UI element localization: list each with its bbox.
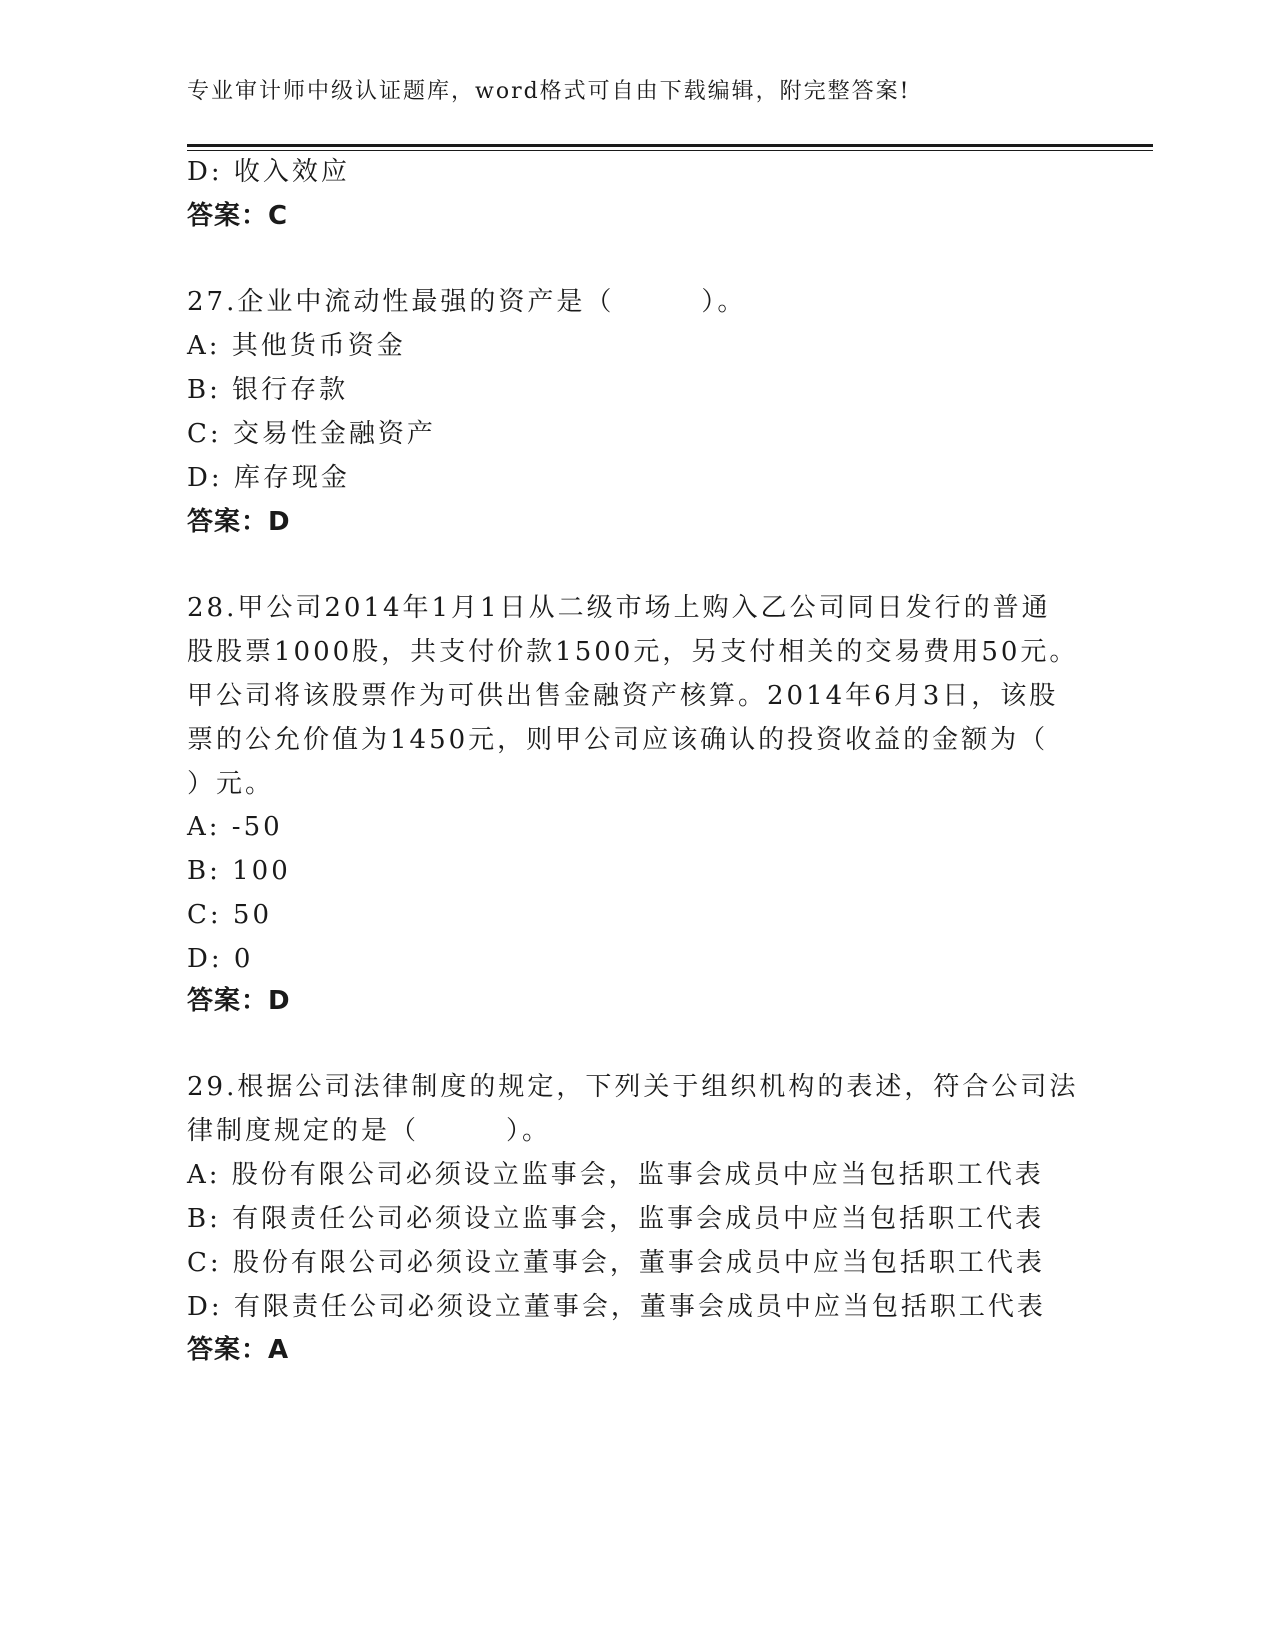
answer: 答案：C — [187, 201, 289, 231]
answer: 答案：A — [187, 1335, 290, 1365]
option-d: D: 有限责任公司必须设立董事会，董事会成员中应当包括职工代表 — [187, 1292, 1046, 1322]
question-stem-line: 律制度规定的是（ ）。 — [187, 1116, 552, 1146]
option-c: C: 交易性金融资产 — [187, 419, 436, 449]
option-c: C: 50 — [187, 900, 273, 930]
option-d: D: 库存现金 — [187, 463, 350, 493]
question-stem-line: 29.根据公司法律制度的规定，下列关于组织机构的表述，符合公司法 — [187, 1072, 1079, 1102]
header-text: 专业审计师中级认证题库，word格式可自由下载编辑，附完整答案! — [187, 79, 911, 104]
option-a: A: 其他货币资金 — [187, 331, 406, 361]
option-d: D: 0 — [187, 944, 254, 974]
question-stem-line: 28.甲公司2014年1月1日从二级市场上购入乙公司同日发行的普通 — [187, 593, 1051, 623]
question-stem: 27.企业中流动性最强的资产是（ ）。 — [187, 287, 747, 317]
option-a: A: 股份有限公司必须设立监事会，监事会成员中应当包括职工代表 — [187, 1160, 1044, 1190]
answer: 答案：D — [187, 507, 291, 537]
answer: 答案：D — [187, 986, 291, 1016]
question-stem-line: ）元。 — [187, 769, 275, 799]
header-rule-thick — [187, 144, 1153, 147]
option-b: B: 100 — [187, 856, 291, 886]
header-rule-thin — [187, 150, 1153, 151]
option-c: C: 股份有限公司必须设立董事会，董事会成员中应当包括职工代表 — [187, 1248, 1045, 1278]
question-stem-line: 甲公司将该股票作为可供出售金融资产核算。2014年6月3日，该股 — [187, 681, 1059, 711]
option-d: D: 收入效应 — [187, 157, 350, 187]
option-b: B: 有限责任公司必须设立监事会，监事会成员中应当包括职工代表 — [187, 1204, 1045, 1234]
option-b: B: 银行存款 — [187, 375, 349, 405]
option-a: A: -50 — [187, 812, 283, 842]
question-stem-line: 股股票1000股，共支付价款1500元，另支付相关的交易费用50元。 — [187, 637, 1079, 667]
question-stem-line: 票的公允价值为1450元，则甲公司应该确认的投资收益的金额为（ — [187, 725, 1049, 755]
